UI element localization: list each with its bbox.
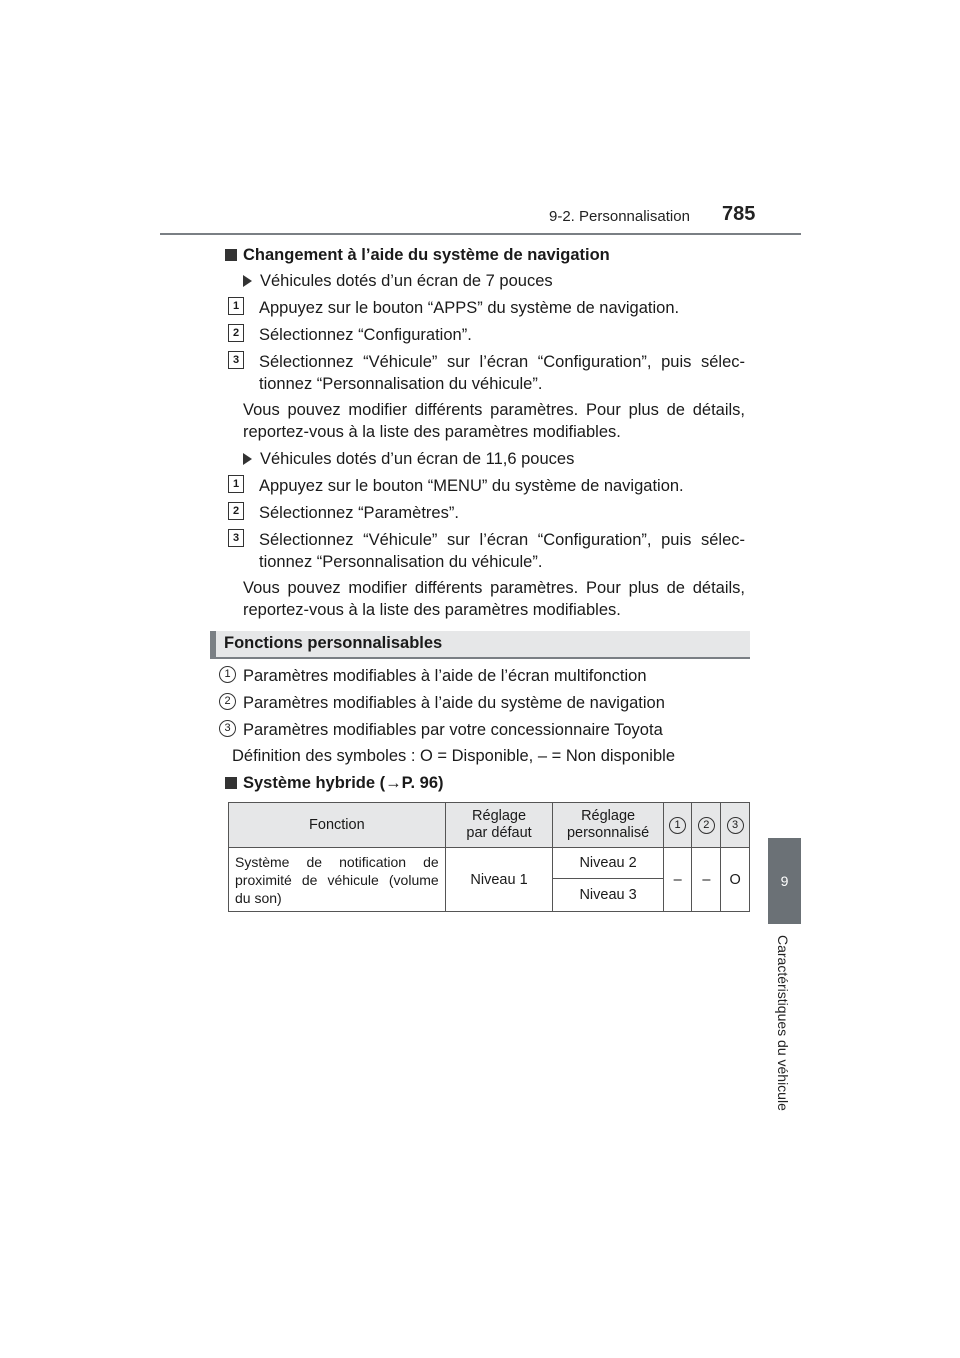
- step-number: 3: [228, 529, 244, 547]
- group11-title-text: Véhicules dotés d’un écran de 11,6 pouces: [260, 450, 575, 468]
- note-line: reportez-vous à la liste des paramètres modifiables.: [243, 423, 621, 441]
- section-title: Fonctions personnalisables: [224, 634, 443, 652]
- settings-table: [228, 802, 750, 912]
- header-perso: [553, 803, 663, 848]
- step-text-cont: tionnez “Personnalisation du véhicule”.: [259, 553, 543, 571]
- circle-number: 3: [727, 817, 744, 834]
- legend-text: Paramètres modifiables à l’aide du système de navigation: [243, 694, 665, 712]
- chapter-label: [769, 935, 799, 1120]
- header-col-1: [663, 803, 692, 848]
- triangle-bullet-icon: [243, 275, 252, 287]
- cell-v2: –: [692, 848, 721, 912]
- circle-number: 2: [219, 693, 236, 710]
- note-line: Vous pouvez modifier différents paramètres. Pour plus de détails,: [243, 401, 745, 419]
- step-text: Sélectionnez “Configuration”.: [259, 326, 472, 344]
- square-bullet-icon: [225, 249, 237, 261]
- step-text: Sélectionnez “Véhicule” sur l’écran “Configuration”, puis sélec-: [259, 531, 745, 549]
- chapter-label-text: Caractéristiques du véhicule: [775, 935, 791, 1111]
- symbols-definition: Définition des symboles : O = Disponible, – = Non disponible: [232, 747, 675, 765]
- step-text-cont: tionnez “Personnalisation du véhicule”.: [259, 375, 543, 393]
- legend-text: Paramètres modifiables par votre concessionnaire Toyota: [243, 721, 663, 739]
- step-number: 2: [228, 502, 244, 520]
- nav-heading-text: Changement à l’aide du système de navigation: [243, 246, 610, 264]
- header-fonction: Fonction: [229, 803, 446, 848]
- cell-defaut: Niveau 1: [445, 848, 553, 912]
- group7-title: [243, 269, 553, 293]
- step-number: 2: [228, 324, 244, 342]
- cell-fonction: Système de notification de proximité de véhicule (volume du son): [229, 848, 446, 912]
- nav-heading: [225, 243, 610, 267]
- header-perso-l2: personnalisé: [566, 825, 650, 841]
- step-text: Sélectionnez “Paramètres”.: [259, 504, 459, 522]
- circle-number: 2: [698, 817, 715, 834]
- hybrid-heading-text: Système hybride (→P. 96): [243, 774, 444, 792]
- step-number: 1: [228, 297, 244, 315]
- triangle-bullet-icon: [243, 453, 252, 465]
- table-header-row: [229, 803, 750, 848]
- cell-v1: –: [663, 848, 692, 912]
- note-line: reportez-vous à la liste des paramètres modifiables.: [243, 601, 621, 619]
- section-banner: [210, 631, 750, 659]
- page-number: 785: [722, 203, 756, 225]
- circle-number: 1: [669, 817, 686, 834]
- table-row: [229, 848, 750, 879]
- group11-title: [243, 447, 574, 471]
- step-text: Appuyez sur le bouton “MENU” du système de navigation.: [259, 477, 684, 495]
- cell-v3: O: [721, 848, 750, 912]
- step-number: 3: [228, 351, 244, 369]
- chapter-number: 9: [780, 873, 789, 889]
- step-number: 1: [228, 475, 244, 493]
- square-bullet-icon: [225, 777, 237, 789]
- chapter-tab: [768, 838, 801, 924]
- note-line: Vous pouvez modifier différents paramètres. Pour plus de détails,: [243, 579, 745, 597]
- header-defaut-l2: par défaut: [466, 825, 532, 841]
- header-col-3: [721, 803, 750, 848]
- circle-number: 1: [219, 666, 236, 683]
- cell-perso-a: Niveau 2: [553, 848, 663, 879]
- header-col-2: [692, 803, 721, 848]
- cell-perso-b: Niveau 3: [553, 879, 663, 912]
- step-text: Sélectionnez “Véhicule” sur l’écran “Configuration”, puis sélec-: [259, 353, 745, 371]
- header-defaut-l1: Réglage: [472, 808, 527, 824]
- header-divider: [160, 233, 801, 235]
- group7-title-text: Véhicules dotés d’un écran de 7 pouces: [260, 272, 553, 290]
- circle-number: 3: [219, 720, 236, 737]
- banner-accent: [210, 631, 216, 659]
- hybrid-heading: [225, 771, 444, 795]
- legend-text: Paramètres modifiables à l’aide de l’écran multifonction: [243, 667, 647, 685]
- step-text: Appuyez sur le bouton “APPS” du système de navigation.: [259, 299, 680, 317]
- section-header: 9-2. Personnalisation: [549, 208, 690, 225]
- header-perso-l1: Réglage: [581, 808, 636, 824]
- header-defaut: [445, 803, 553, 848]
